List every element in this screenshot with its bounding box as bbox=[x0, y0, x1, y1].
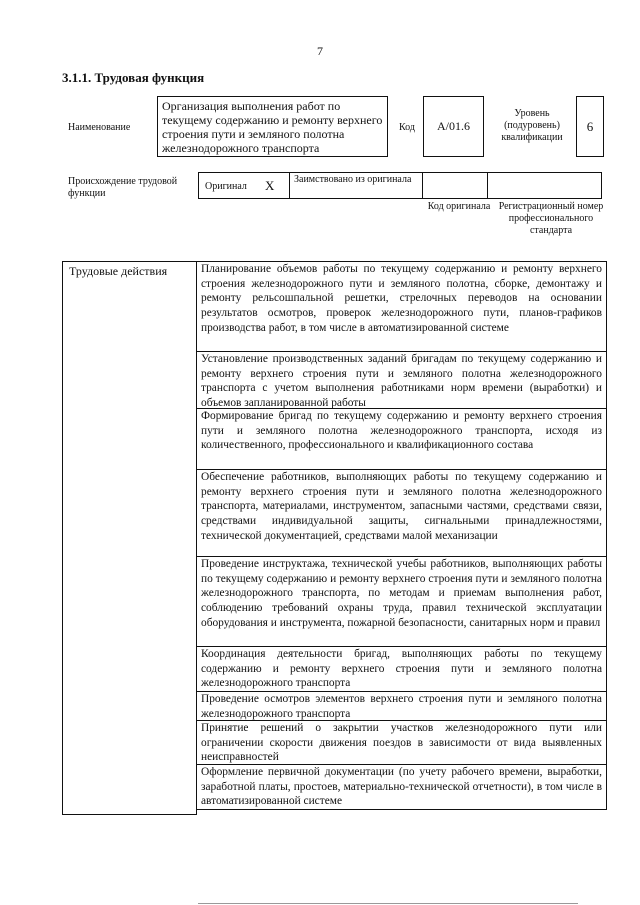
labor-action-item: Обеспечение работников, выполняющих работы по текущему содержанию и ремонту верхнего строения пути и земляного полотна железнодорожного транспорта, материалами, инструментом, запасными частями, средствами связи, средствами индивидуальной защиты, сигнальными принадлежностями, технической документацией, средствами малой механизации bbox=[196, 469, 607, 557]
reg-number-caption: Регистрационный номер профессионального стандарта bbox=[498, 201, 604, 236]
labor-action-item: Формирование бригад по текущему содержанию и ремонту верхнего строения пути и земляного полотна железнодорожного транспорта, исходя из количественного, профессионального и квалификационного состава bbox=[196, 408, 607, 470]
labor-actions-list bbox=[196, 261, 607, 810]
code-label: Код bbox=[399, 122, 415, 133]
labor-action-item: Координация деятельности бригад, выполняющих работы по текущему содержанию и ремонту верхнего строения пути и земляного полотна железнодорожного транспорта bbox=[196, 646, 607, 692]
labor-action-item: Установление производственных заданий бригадам по текущему содержанию и ремонту верхнего строения пути и земляного полотна железнодорожного транспорта с учетом выполнения работниками норм времени (выработки) и объемов запланированной работы bbox=[196, 351, 607, 409]
labor-action-item: Проведение осмотров элементов верхнего строения пути и земляного полотна железнодорожного транспорта bbox=[196, 691, 607, 721]
code-original-cell bbox=[422, 172, 488, 199]
labor-action-item: Планирование объемов работы по текущему содержанию и ремонту верхнего строения железнодорожного пути и земляного полотна, сборке, демонтажу и ремонту рельсошпальной решетки, стрелочных переводов на основании результатов осмотров, проверок железнодорожного пути, планов-графиков производства работ, в том числе в автоматизированной системе bbox=[196, 261, 607, 352]
labor-actions-label: Трудовые действия bbox=[62, 261, 197, 815]
name-value: Организация выполнения работ по текущему содержанию и ремонту верхнего строения пути и земляного полотна железнодорожного транспорта bbox=[157, 96, 388, 157]
original-cell bbox=[198, 172, 290, 199]
page-bottom-line bbox=[198, 903, 578, 904]
labor-action-item: Оформление первичной документации (по учету рабочего времени, выработки, заработной платы, простоев, материально-технической отчетности), в том числе в автоматизированной системе bbox=[196, 764, 607, 810]
section-title: 3.1.1. Трудовая функция bbox=[62, 70, 205, 85]
page-number: 7 bbox=[317, 44, 323, 58]
code-original-caption: Код оригинала bbox=[427, 201, 491, 212]
level-label: Уровень (подуровень) квалификации bbox=[501, 108, 563, 143]
origin-label: Происхождение трудовой функции bbox=[68, 176, 178, 199]
labor-action-item: Проведение инструктажа, технической учебы работников, выполняющих работы по текущему содержанию и ремонту верхнего строения пути и земляного полотна железнодорожного транспорта, по методам и приемам выполнения работ, соблюдению требований охраны труда, правил технической эксплуатации оборудования и инструмента, пожарной безопасности, санитарных норм и правил bbox=[196, 556, 607, 647]
original-label: Оригинал bbox=[205, 181, 247, 192]
code-value: A/01.6 bbox=[423, 96, 484, 157]
original-mark: X bbox=[265, 178, 275, 193]
borrowed-label: Заимствовано из оригинала bbox=[294, 174, 412, 185]
labor-action-item: Принятие решений о закрытии участков железнодорожного пути или ограничении скорости движения поездов в зависимости от вида выявленных неисправностей bbox=[196, 720, 607, 765]
level-value: 6 bbox=[576, 96, 604, 157]
borrowed-cell bbox=[289, 172, 423, 199]
name-label: Наименование bbox=[68, 122, 131, 133]
origin-table bbox=[198, 172, 602, 199]
reg-number-cell bbox=[487, 172, 602, 199]
